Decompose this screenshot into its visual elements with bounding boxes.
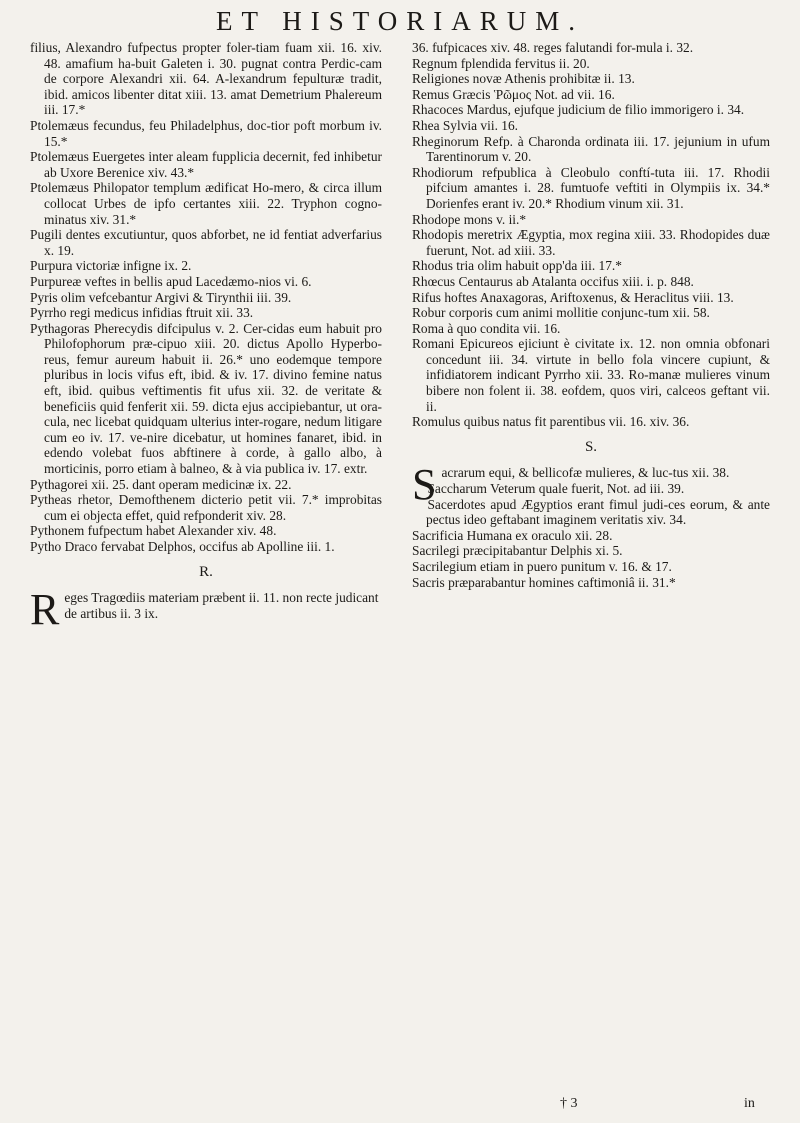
index-entry-text: acrarum equi, & bellicofæ mulieres, & luc-tus xii. 38.: [441, 465, 730, 481]
index-entry: Sacrilegi præcipitabantur Delphis xi. 5.: [412, 543, 623, 559]
section-heading-r: R.: [199, 563, 213, 580]
index-entry: Rhodiorum refpublica à Cleobulo conftí-tuta iii. 17. Rhodii pifcium amantes i. 28. fumtuofe veftiti in Olympiis ix. 34.* Dorienfes erant iv. 20.* Rhodium vinum xii. 31.: [412, 164, 770, 211]
left-column: [30, 40, 382, 635]
index-entry: Rifus hoftes Anaxagoras, Ariftoxenus, & Heraclitus viii. 13.: [412, 289, 734, 305]
drop-cap-r: R: [30, 585, 60, 635]
index-entry: Sacris præparabantur homines caftimoniâ ii. 31.*: [412, 574, 676, 590]
index-entry: Sacrilegium etiam in puero punitum v. 16. & 17.: [412, 559, 672, 574]
catchword: in: [744, 1096, 755, 1111]
index-entry: Pugili dentes excutiuntur, quos abforbet, ne id fentiat adverfarius x. 19.: [30, 227, 382, 258]
index-entry: Pythagoras Pherecydis difcipulus v. 2. Cer-cidas eum habuit pro Philofophorum præ-cipuo xiii. 20. dictus Apollo Hyperbo-reus, femur aureum habuit ii. 26.* uno eodemque tempore pluribus in locis vifus eft, ibid. & iv. 17. divino femine natus eft, ibid. quibus veftimentis fit ufus xii. 32. de veritate & beneficiis quid fenferit xii. 59. dicta ejus accipiebantur, ut ora-cula, nec licebat quidquam ulterius inter-rogare, nedum litigare cum eo iv. 17. ve-nire dicebatur, ut homines fanaret, ibid. in edendo volebat fuos abftinere à corde, à gallo albo, à morticinis, porro etiam à balneo, & à via publica iv. 17. extr.: [30, 320, 382, 477]
index-entry: Rhodus tria olim habuit opp'da iii. 17.*: [412, 258, 622, 274]
index-entry: Rhodope mons v. ii.*: [412, 211, 527, 227]
index-entry: 36. fufpicaces xiv. 48. reges falutandi for-mula i. 32.: [412, 40, 694, 55]
index-entry: Purpureæ veftes in bellis apud Lacedæmo-nios vi. 6.: [30, 273, 312, 289]
index-entry: Sacrificia Humana ex oraculo xii. 28.: [412, 527, 613, 543]
section-heading-s: S.: [584, 438, 598, 455]
index-entry: Remus Græcis Ῥῶμος Not. ad vii. 16.: [412, 86, 615, 102]
index-entry: Pythagorei xii. 25. dant operam medicinæ ix. 22.: [30, 476, 292, 492]
index-entry: Romulus quibus natus fit parentibus vii. 16. xiv. 36.: [412, 414, 690, 430]
index-entry-text: eges Tragœdiis materiam præbent ii. 11. non recte judicant de artibus ii. 3 ix.: [64, 590, 379, 621]
index-entry: Rheginorum Refp. à Charonda ordinata iii. 17. jejunium in ufum Tarentinorum v. 20.: [412, 133, 770, 165]
index-entry: Roma à quo condita vii. 16.: [412, 320, 561, 336]
index-entry: filius, Alexandro fufpectus propter foler-tiam fuam xii. 16. xiv. 48. amafium ha-buit Galeten i. 30. pugnat contra Perdic-cam de corpore Alexandri xii. 64. A-lexandrum fepulturæ tradit, ibid. amicos libenter ditat xiii. 13. amat Demetrium Phalereum iii. 17.*: [30, 40, 382, 118]
index-entry: Rhea Sylvia vii. 16.: [412, 117, 519, 133]
running-head: ET HISTORIARUM.: [215, 6, 585, 36]
index-entry: Purpura victoriæ infigne ix. 2.: [30, 258, 192, 274]
index-entry: Ptolemæus Euergetes inter aleam fupplicia decernit, fed inhibetur ab Uxore Berenice xiv. 43.*: [30, 149, 382, 180]
index-entry: Rhodopis meretrix Ægyptia, mox regina xiii. 33. Rhodopides duæ fuerunt, Not. ad xiii. 33.: [412, 227, 770, 258]
index-entry: Religiones novæ Athenis prohibitæ ii. 13.: [412, 71, 635, 87]
signature-mark: † 3: [560, 1096, 578, 1111]
index-entry: Ptolemæus fecundus, feu Philadelphus, doc-tior poft morbum iv. 15.*: [30, 117, 382, 149]
index-entry: Regnum fplendida fervitus ii. 20.: [412, 55, 590, 71]
index-entry: Romani Epicureos ejiciunt è civitate ix. 12. non omnia obfonari concedunt iii. 34. virtute in bello fola vincere cupiunt, & infidiatorem indicant Pyrrho xii. 33. Ro-manæ mulieres vinum bibere non folent ii. 38. eofdem, quos viri, calceos geftant vii. ii.: [412, 336, 770, 414]
index-entry: Robur corporis cum animi mollitie conjunc-tum xii. 58.: [412, 305, 710, 321]
index-entry: Ptolemæus Philopator templum ædificat Ho-mero, & circa illum collocat Urbes de ipfo certantes xiii. 22. Tryphon cogno-minatus xiv. 31.*: [30, 180, 382, 227]
index-entry-initial: [30, 585, 382, 635]
index-entry: Pytho Draco fervabat Delphos, occifus ab Apolline iii. 1.: [30, 539, 335, 554]
index-entry: Rhacoces Mardus, ejufque judicium de filio immorigero i. 34.: [412, 102, 745, 118]
index-entry: Pytheas rhetor, Demofthenem dicterio petit vii. 7.* improbitas cum ei objecta effet, quid refponderit xiv. 28.: [30, 492, 382, 523]
index-entry: Sacerdotes apud Ægyptios erant fimul judi-ces eorum, & ante pectus ideo geftabant imaginem veritatis xiv. 34.: [426, 496, 770, 528]
index-entry: Saccharum Veterum quale fuerit, Not. ad iii. 39.: [427, 481, 685, 497]
index-entry: Pyrrho regi medicus infidias ftruit xii. 33.: [30, 305, 254, 321]
index-entry: Rhœcus Centaurus ab Atalanta occifus xiii. i. p. 848.: [412, 273, 694, 289]
index-entry: Pythonem fufpectum habet Alexander xiv. 48.: [30, 523, 277, 539]
index-entry: Pyris olim vefcebantur Argivi & Tirynthii iii. 39.: [30, 289, 292, 305]
right-column: [412, 40, 770, 590]
drop-cap-s: S: [412, 460, 437, 510]
